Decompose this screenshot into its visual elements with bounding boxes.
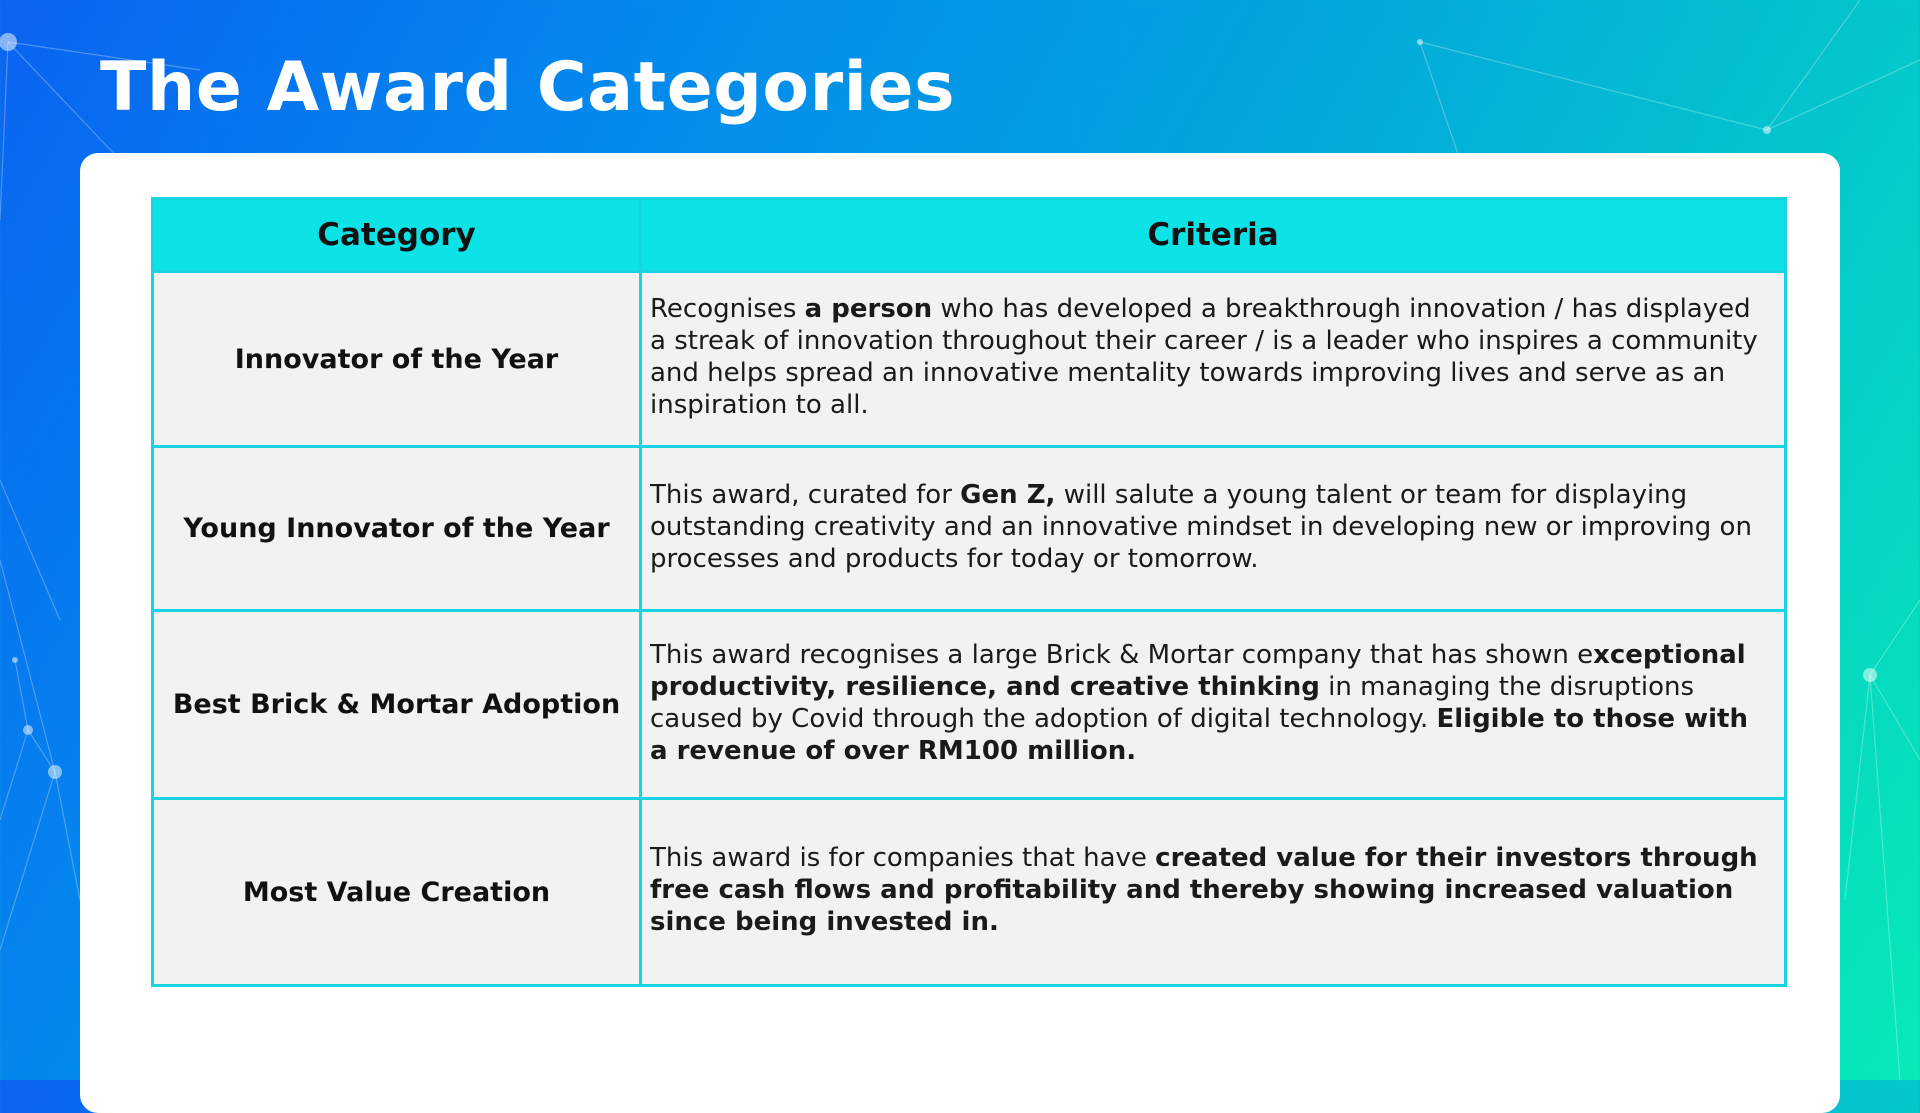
- criteria-text: This award recognises a large Brick & Mortar company that has shown e: [650, 639, 1594, 670]
- criteria-text: Recognises: [650, 294, 805, 324]
- criteria-cell: [641, 611, 1786, 799]
- criteria-text: in managing the disruptions caused by Covid through the adoption of digital technology.: [650, 671, 1695, 734]
- table-row: [153, 611, 1786, 799]
- criteria-text: This award is for companies that have: [650, 843, 1156, 873]
- criteria-cell: [641, 447, 1786, 611]
- criteria-emphasis-text: Gen Z,: [960, 479, 1056, 510]
- content-card: [80, 153, 1840, 1113]
- criteria-text: will salute a young talent or team for displaying outstanding creativity and an innovative mindset in developing new or improving on processes and products for today or tomorrow.: [650, 479, 1752, 574]
- criteria-emphasis-text: created value for their investors through free cash flows and profitability and thereby showing increased valuation since being invested in.: [650, 843, 1758, 937]
- category-cell: Best Brick & Mortar Adoption: [153, 611, 641, 799]
- table-row: [153, 272, 1786, 447]
- award-categories-table: [151, 197, 1787, 987]
- criteria-emphasis-text: a person: [804, 294, 933, 324]
- criteria-text: This award, curated for: [650, 479, 961, 510]
- criteria-emphasis-text: xceptional productivity, resilience, and creative thinking: [650, 639, 1746, 702]
- table-row: [153, 447, 1786, 611]
- criteria-text: who has developed a breakthrough innovation / has displayed a streak of innovation throughout their career / is a leader who inspires a community and helps spread an innovative mentality towards improving lives and serve as an inspiration to all.: [650, 294, 1758, 420]
- category-cell: Innovator of the Year: [153, 272, 641, 447]
- criteria-cell: [641, 799, 1786, 986]
- category-cell: Most Value Creation: [153, 799, 641, 986]
- criteria-emphasis-text: Eligible to those with a revenue of over RM100 million.: [650, 703, 1748, 766]
- category-column-header: Category: [153, 199, 641, 272]
- table-row: [153, 799, 1786, 986]
- table-header-row: [153, 199, 1786, 272]
- criteria-column-header: Criteria: [641, 199, 1786, 272]
- criteria-cell: [641, 272, 1786, 447]
- slide-title: The Award Categories: [100, 48, 956, 127]
- category-cell: Young Innovator of the Year: [153, 447, 641, 611]
